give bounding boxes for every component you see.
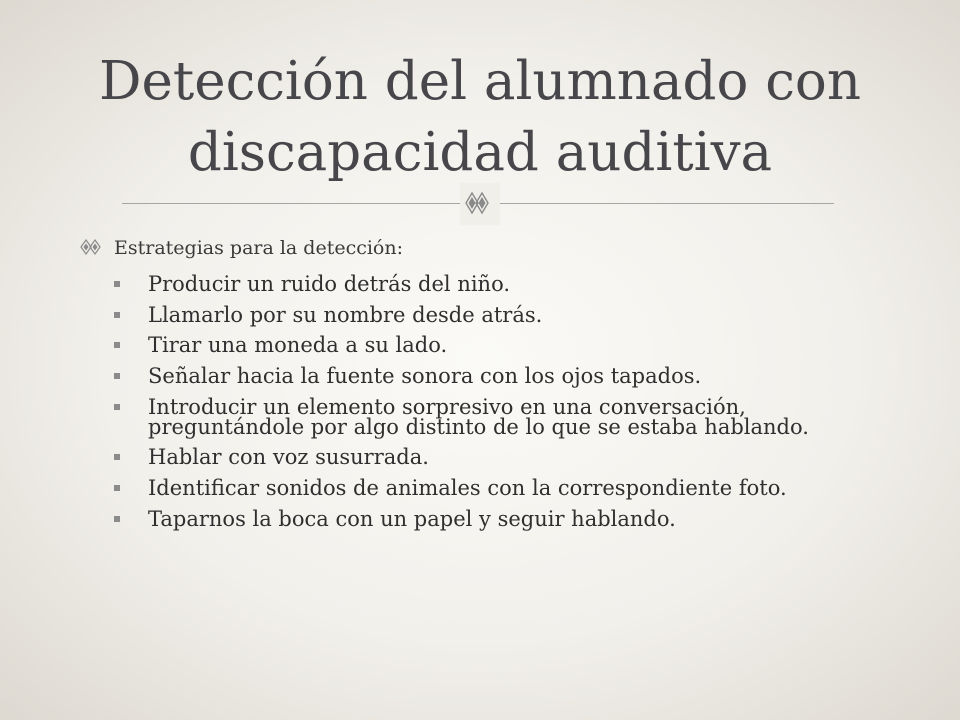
list-item-text: Identificar sonidos de animales con la correspondiente foto.: [148, 476, 787, 501]
slide-title-line-2: discapacidad auditiva: [187, 122, 773, 183]
list-item-text: Llamarlo por su nombre desde atrás.: [148, 302, 543, 327]
square-bullet-icon: [114, 485, 120, 491]
list-item: [112, 364, 892, 389]
list-item-text: Tirar una moneda a su lado.: [148, 333, 448, 358]
list-item: [112, 476, 892, 501]
list-item-text: Señalar hacia la fuente sonora con los ojos tapados.: [148, 364, 702, 389]
square-bullet-icon: [114, 516, 120, 522]
list-item: [112, 302, 892, 327]
square-bullet-icon: [114, 404, 120, 410]
square-bullet-icon: [114, 281, 120, 287]
lead-text: Estrategias para la detección:: [114, 237, 404, 259]
lead-line: [80, 236, 880, 260]
square-bullet-icon: [114, 342, 120, 348]
double-diamond-ornament-icon: [80, 238, 106, 256]
slide-title-line-1: Detección del alumnado con: [99, 51, 861, 112]
list-item-text: Introducir un elemento sorpresivo en una conversación, preguntándole por algo distinto de lo que se estaba hablando.: [148, 394, 809, 439]
list-item: [112, 394, 892, 439]
strategy-list: [112, 274, 892, 540]
lead-marker: [80, 236, 114, 260]
square-bullet-icon: [114, 373, 120, 379]
list-item-text: Producir un ruido detrás del niño.: [148, 272, 511, 296]
list-item-text: Hablar con voz susurrada.: [148, 445, 429, 470]
double-diamond-ornament-icon: [464, 187, 496, 219]
list-item: [112, 445, 892, 470]
list-item: [112, 506, 892, 531]
list-item: [112, 333, 892, 358]
list-item-text: Taparnos la boca con un papel y seguir hablando.: [148, 506, 676, 531]
divider-ornament: [460, 183, 500, 225]
square-bullet-icon: [114, 312, 120, 318]
square-bullet-icon: [114, 454, 120, 460]
slide-title: [40, 46, 920, 188]
list-item: [112, 274, 892, 294]
